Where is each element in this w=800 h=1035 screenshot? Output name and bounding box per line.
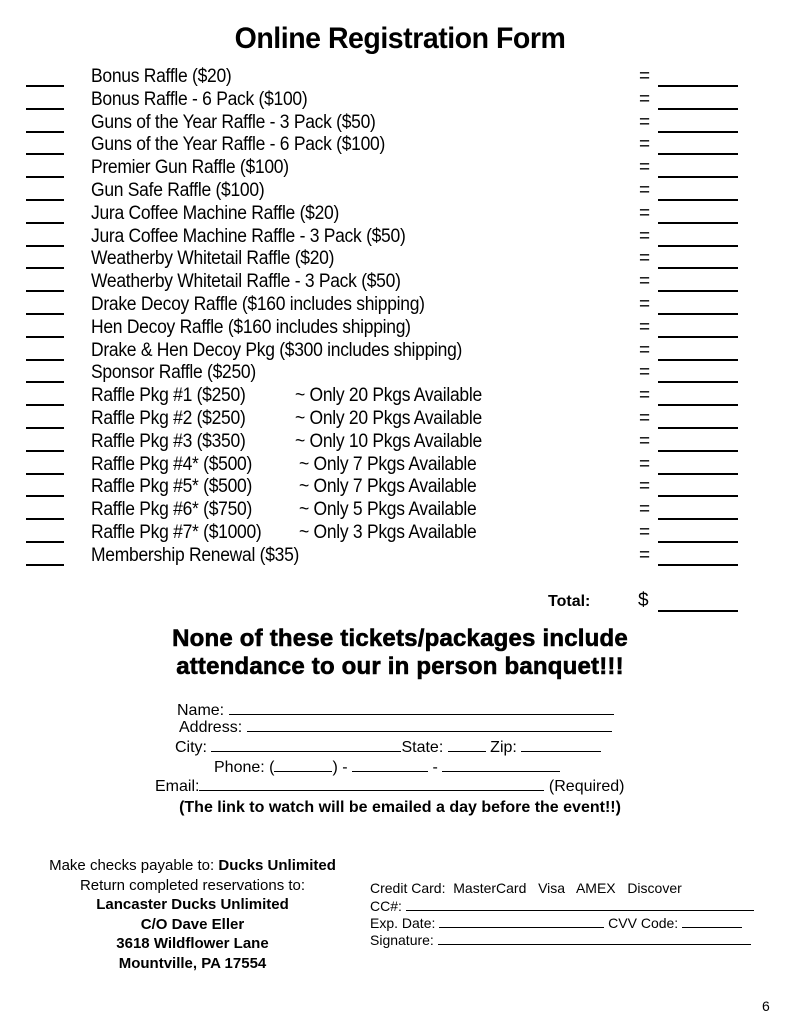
equals-sign: =: [639, 476, 651, 498]
exp-cvv-row: [370, 914, 742, 932]
address-label: Address:: [179, 719, 243, 736]
city-row: [175, 736, 601, 758]
raffle-item-row: [26, 340, 746, 363]
equals-sign: =: [639, 499, 651, 521]
item-label: Guns of the Year Raffle - 6 Pack ($100): [91, 134, 386, 156]
zip-field[interactable]: [521, 736, 601, 752]
city-field[interactable]: [211, 736, 401, 752]
warning-line-1: None of these tickets/packages include: [172, 625, 628, 652]
item-label: Weatherby Whitetail Raffle - 3 Pack ($50): [91, 271, 401, 293]
quantity-field[interactable]: [26, 427, 64, 429]
item-label: Drake Decoy Raffle ($160 includes shipping): [91, 293, 425, 315]
equals-sign: =: [639, 134, 651, 156]
quantity-field[interactable]: [26, 404, 64, 406]
raffle-item-row: [26, 362, 746, 385]
equals-sign: =: [639, 430, 651, 452]
item-label: Raffle Pkg #3 ($350): [91, 430, 246, 452]
raffle-item-row: [26, 248, 746, 271]
raffle-item-row: [26, 499, 746, 522]
checks-prefix: Make checks payable to:: [49, 857, 215, 874]
phone-separator-1: ) -: [332, 759, 348, 776]
phone-line-field[interactable]: [442, 756, 560, 772]
item-label: Bonus Raffle - 6 Pack ($100): [91, 88, 308, 110]
state-field[interactable]: [448, 736, 486, 752]
item-label: Guns of the Year Raffle - 3 Pack ($50): [91, 111, 376, 133]
amount-field[interactable]: [658, 564, 738, 566]
cvv-field[interactable]: [682, 914, 742, 928]
amount-field[interactable]: [658, 450, 738, 452]
quantity-field[interactable]: [26, 336, 64, 338]
phone-separator-2: -: [432, 759, 438, 776]
raffle-item-row: [26, 226, 746, 249]
amount-field[interactable]: [658, 131, 738, 133]
amount-field[interactable]: [658, 176, 738, 178]
item-availability: ~ Only 10 Pkgs Available: [295, 430, 482, 452]
raffle-item-row: [26, 203, 746, 226]
amount-field[interactable]: [658, 336, 738, 338]
item-availability: ~ Only 20 Pkgs Available: [295, 385, 482, 407]
raffle-item-row: [26, 294, 746, 317]
item-label: Gun Safe Raffle ($100): [91, 179, 265, 201]
item-label: Raffle Pkg #6* ($750): [91, 499, 253, 521]
return-label: Return completed reservations to:: [79, 876, 306, 894]
mailing-org: Lancaster Ducks Unlimited: [96, 896, 289, 913]
item-label: Raffle Pkg #7* ($1000): [91, 521, 262, 543]
zip-label: Zip:: [490, 739, 517, 756]
equals-sign: =: [639, 521, 651, 543]
equals-sign: =: [639, 316, 651, 338]
quantity-field[interactable]: [26, 176, 64, 178]
equals-sign: =: [639, 88, 651, 110]
item-label: Premier Gun Raffle ($100): [91, 157, 289, 179]
raffle-item-row: [26, 431, 746, 454]
card-type-discover[interactable]: Discover: [627, 880, 682, 896]
amount-field[interactable]: [658, 153, 738, 155]
amount-field[interactable]: [658, 313, 738, 315]
warning-line-2: attendance to our in person banquet!!!: [176, 653, 624, 680]
exp-date-field[interactable]: [439, 914, 604, 928]
amount-field[interactable]: [658, 85, 738, 87]
quantity-field[interactable]: [26, 359, 64, 361]
email-row: [155, 775, 625, 797]
phone-label: Phone: (: [214, 759, 275, 776]
equals-sign: =: [639, 111, 651, 133]
quantity-field[interactable]: [26, 222, 64, 224]
raffle-item-row: [26, 89, 746, 112]
phone-prefix-field[interactable]: [352, 756, 428, 772]
equals-sign: =: [639, 66, 651, 87]
quantity-field[interactable]: [26, 245, 64, 247]
equals-sign: =: [639, 157, 651, 179]
raffle-item-row: [26, 408, 746, 431]
total-currency: $: [638, 590, 649, 611]
amount-field[interactable]: [658, 108, 738, 110]
item-label: Jura Coffee Machine Raffle - 3 Pack ($50): [91, 225, 406, 247]
mailing-care-of: C/O Dave Eller: [140, 915, 245, 933]
mailing-street: 3618 Wildflower Lane: [116, 935, 269, 952]
quantity-field[interactable]: [26, 450, 64, 452]
stream-link-note: (The link to watch will be emailed a day before the event!!): [179, 799, 621, 816]
quantity-field[interactable]: [26, 199, 64, 201]
raffle-item-row: [26, 180, 746, 203]
raffle-item-row: [26, 522, 746, 545]
quantity-field[interactable]: [26, 541, 64, 543]
equals-sign: =: [639, 339, 651, 361]
equals-sign: =: [639, 225, 651, 247]
city-label: City:: [175, 739, 207, 756]
raffle-item-row: [26, 385, 746, 408]
quantity-field[interactable]: [26, 267, 64, 269]
raffle-item-row: [26, 317, 746, 340]
banquet-warning: [0, 625, 800, 681]
item-label: Sponsor Raffle ($250): [91, 362, 256, 384]
equals-sign: =: [639, 407, 651, 429]
item-availability: ~ Only 3 Pkgs Available: [299, 521, 477, 543]
page-title: Online Registration Form: [234, 22, 566, 55]
equals-sign: =: [639, 248, 651, 270]
raffle-item-row: [26, 545, 746, 568]
checks-payable-line: [20, 856, 365, 876]
amount-field[interactable]: [658, 222, 738, 224]
equals-sign: =: [639, 453, 651, 475]
quantity-field[interactable]: [26, 290, 64, 292]
signature-label: Signature:: [370, 932, 434, 948]
mailing-instructions: [20, 856, 365, 973]
amount-field[interactable]: [658, 359, 738, 361]
total-amount-field[interactable]: [658, 610, 738, 612]
mailing-city-state-zip: Mountville, PA 17554: [118, 954, 267, 972]
email-label: Email:: [155, 778, 200, 795]
cvv-label: CVV Code:: [608, 915, 679, 931]
equals-sign: =: [639, 362, 651, 384]
total-label: Total:: [548, 593, 591, 610]
item-label: Weatherby Whitetail Raffle ($20): [91, 248, 335, 270]
name-field[interactable]: [229, 699, 614, 715]
quantity-field[interactable]: [26, 518, 64, 520]
amount-field[interactable]: [658, 404, 738, 406]
amount-field[interactable]: [658, 381, 738, 383]
equals-sign: =: [639, 544, 651, 566]
equals-sign: =: [639, 293, 651, 315]
item-label: Raffle Pkg #1 ($250): [91, 385, 246, 407]
phone-area-code-field[interactable]: [274, 756, 332, 772]
item-label: Jura Coffee Machine Raffle ($20): [91, 202, 340, 224]
amount-field[interactable]: [658, 495, 738, 497]
email-required-note: (Required): [548, 778, 625, 795]
equals-sign: =: [639, 271, 651, 293]
raffle-item-row: [26, 157, 746, 180]
raffle-item-row: [26, 112, 746, 135]
state-label: State:: [401, 739, 444, 756]
raffle-item-row: [26, 271, 746, 294]
amount-field[interactable]: [658, 518, 738, 520]
raffle-item-row: [26, 454, 746, 477]
card-type-amex[interactable]: AMEX: [575, 880, 616, 896]
cc-number-label: CC#:: [370, 898, 402, 914]
quantity-field[interactable]: [26, 564, 64, 566]
item-label: Raffle Pkg #4* ($500): [91, 453, 253, 475]
item-label: Membership Renewal ($35): [91, 544, 300, 566]
equals-sign: =: [639, 385, 651, 407]
email-field[interactable]: [199, 775, 544, 791]
equals-sign: =: [639, 202, 651, 224]
quantity-field[interactable]: [26, 495, 64, 497]
item-availability: ~ Only 5 Pkgs Available: [299, 499, 477, 521]
address-field[interactable]: [247, 716, 612, 732]
address-row: [179, 716, 612, 738]
amount-field[interactable]: [658, 427, 738, 429]
raffle-item-row: [26, 134, 746, 157]
amount-field[interactable]: [658, 290, 738, 292]
quantity-field[interactable]: [26, 381, 64, 383]
amount-field[interactable]: [658, 541, 738, 543]
quantity-field[interactable]: [26, 131, 64, 133]
quantity-field[interactable]: [26, 108, 64, 110]
amount-field[interactable]: [658, 267, 738, 269]
card-type-mastercard[interactable]: MasterCard: [453, 880, 527, 896]
raffle-item-row: [26, 66, 746, 89]
signature-row: [370, 931, 751, 949]
quantity-field[interactable]: [26, 153, 64, 155]
page-number: 6: [762, 998, 770, 1014]
credit-card-label: Credit Card:: [370, 880, 446, 896]
item-availability: ~ Only 7 Pkgs Available: [299, 476, 477, 498]
quantity-field[interactable]: [26, 313, 64, 315]
cc-number-field[interactable]: [406, 897, 754, 911]
exp-date-label: Exp. Date:: [370, 915, 436, 931]
quantity-field[interactable]: [26, 85, 64, 87]
item-label: Raffle Pkg #5* ($500): [91, 476, 253, 498]
amount-field[interactable]: [658, 199, 738, 201]
item-label: Raffle Pkg #2 ($250): [91, 407, 246, 429]
item-availability: ~ Only 7 Pkgs Available: [299, 453, 477, 475]
item-availability: ~ Only 20 Pkgs Available: [295, 407, 482, 429]
credit-card-types-row: [370, 880, 682, 897]
quantity-field[interactable]: [26, 473, 64, 475]
signature-field[interactable]: [438, 931, 751, 945]
equals-sign: =: [639, 179, 651, 201]
item-label: Bonus Raffle ($20): [91, 66, 232, 87]
checks-payee: Ducks Unlimited: [218, 857, 336, 874]
item-label: Hen Decoy Raffle ($160 includes shipping): [91, 316, 411, 338]
item-label: Drake & Hen Decoy Pkg ($300 includes shipping): [91, 339, 463, 361]
amount-field[interactable]: [658, 473, 738, 475]
cc-number-row: [370, 897, 754, 915]
amount-field[interactable]: [658, 245, 738, 247]
card-type-visa[interactable]: Visa: [538, 880, 566, 896]
raffle-item-row: [26, 476, 746, 499]
raffle-item-list: [26, 66, 746, 568]
name-label: Name:: [177, 702, 225, 719]
